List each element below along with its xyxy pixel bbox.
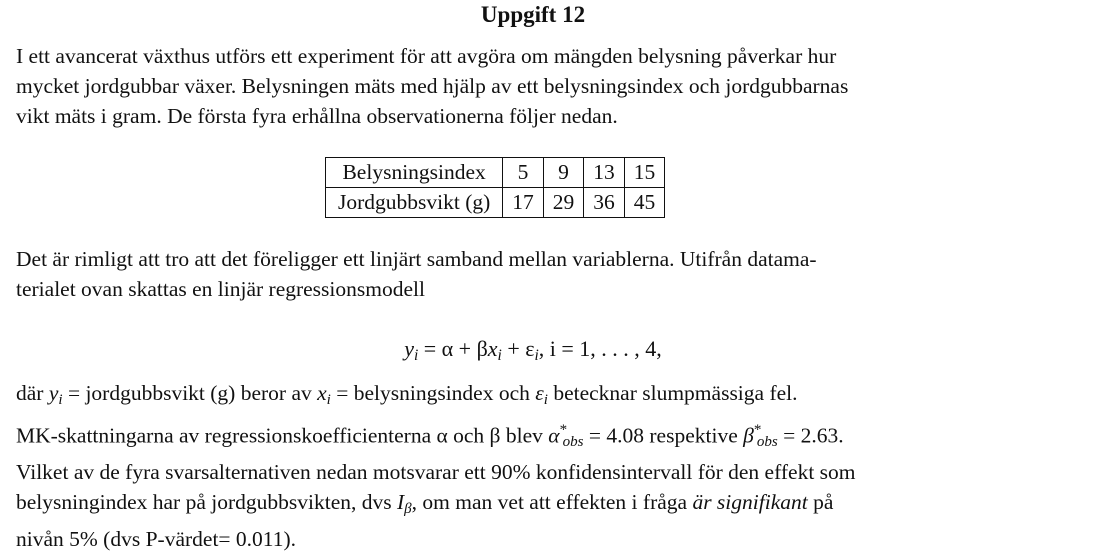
model-line-2: terialet ovan skattas en linjär regressionsmodell	[16, 277, 425, 301]
problem-title: Uppgift 12	[480, 2, 586, 27]
row-label-index: Belysningsindex	[326, 158, 503, 188]
question-paragraph	[16, 378, 1050, 554]
table-cell: 36	[584, 188, 625, 218]
intro-line-1: I ett avancerat växthus utförs ett experiment för att avgöra om mängden belysning påverkar hur	[16, 44, 837, 68]
observations-table	[325, 157, 665, 218]
question-line-4: belysningindex har på jordgubbsvikten, dvs $I_\beta$, om man vet att effekten i fråga är signifikant på	[16, 489, 834, 517]
intro-line-3: vikt mäts i gram. De första fyra erhållna observationerna följer nedan.	[16, 104, 618, 128]
question-line-3: Vilket av de fyra svarsalternativen nedan motsvarar ett 90% konfidensintervall för den effekt som	[16, 459, 856, 484]
table-row	[326, 158, 665, 188]
alpha-estimate: = 4.08	[583, 423, 645, 448]
regression-formula: $y_i = \alpha + \beta x_i + \varepsilon_i$, i = 1, . . . , 4,	[404, 336, 662, 364]
table-cell: 15	[624, 158, 665, 188]
formula-y: y	[404, 336, 414, 361]
beta-estimate: = 2.63.	[777, 423, 844, 448]
question-line-5: nivån 5% (dvs P-värdet= 0.011).	[16, 526, 297, 551]
emphasis-significant: är signifikant	[692, 489, 808, 514]
intro-paragraph	[16, 41, 1050, 131]
table-cell: 45	[624, 188, 665, 218]
formula-eps: + ε	[501, 336, 535, 361]
table-cell: 17	[503, 188, 544, 218]
table-cell: 29	[543, 188, 584, 218]
formula-eq: = α + β	[418, 336, 488, 361]
table-cell: 13	[584, 158, 625, 188]
question-line-1: där $y_i$ = jordgubbsvikt (g) beror av $x_i$ = belysningsindex och $\varepsilon_i$ betecknar slumpmässiga fel.	[16, 381, 798, 408]
formula-x: x	[487, 336, 498, 361]
table-cell: 9	[543, 158, 584, 188]
table-cell: 5	[503, 158, 544, 188]
table-row	[326, 188, 665, 218]
row-label-weight: Jordgubbsvikt (g)	[326, 188, 503, 218]
model-paragraph	[16, 244, 1050, 304]
question-line-2: MK-skattningarna av regressionskoefficienterna α och β blev $\alpha^*_{obs} = 4.08$ respektive $\beta^*_{obs} = 2.63$.	[16, 421, 844, 450]
intro-line-2: mycket jordgubbar växer. Belysningen mäts med hjälp av ett belysningsindex och jordgubbarnas	[16, 74, 849, 98]
formula-range: , i = 1, . . . , 4,	[538, 336, 662, 361]
model-line-1: Det är rimligt att tro att det föreligger ett linjärt samband mellan variablerna. Utifrån datama-	[16, 247, 817, 271]
